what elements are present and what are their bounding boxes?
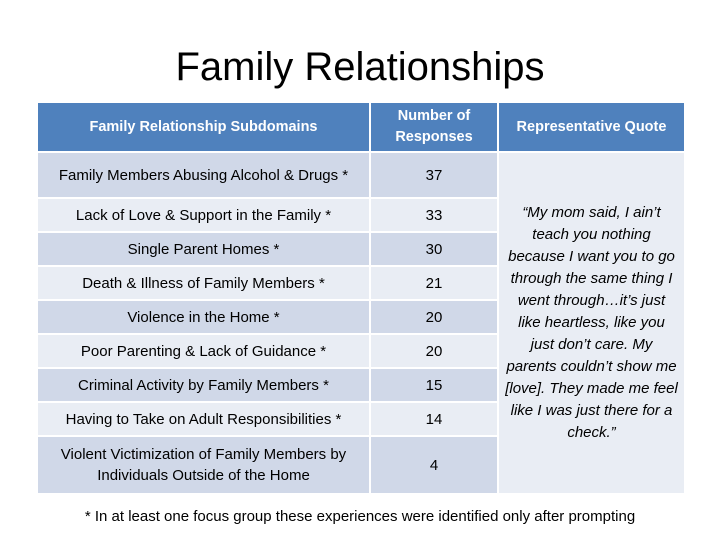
row-subdomain: Family Members Abusing Alcohol & Drugs * xyxy=(38,152,370,198)
header-subdomain: Family Relationship Subdomains xyxy=(38,103,370,152)
row-subdomain: Violent Victimization of Family Members by Individuals Outside of the Home xyxy=(38,436,370,494)
row-count: 21 xyxy=(370,266,498,300)
row-subdomain: Lack of Love & Support in the Family * xyxy=(38,198,370,232)
row-subdomain: Poor Parenting & Lack of Guidance * xyxy=(38,334,370,368)
row-subdomain: Criminal Activity by Family Members * xyxy=(38,368,370,402)
row-count: 4 xyxy=(370,436,498,494)
table-row xyxy=(38,152,684,198)
header-row xyxy=(38,103,684,152)
row-subdomain: Violence in the Home * xyxy=(38,300,370,334)
header-count: Number of Responses xyxy=(370,103,498,152)
row-subdomain: Having to Take on Adult Responsibilities * xyxy=(38,402,370,436)
representative-quote: “My mom said, I ain’t teach you nothing because I want you to go through the same thing I went through…it’s just like heartless, like you just don’t care. My parents couldn’t show me [love]. They made me feel like I was just there for a check.” xyxy=(498,152,684,494)
row-count: 37 xyxy=(370,152,498,198)
row-count: 20 xyxy=(370,334,498,368)
row-count: 30 xyxy=(370,232,498,266)
row-subdomain: Single Parent Homes * xyxy=(38,232,370,266)
row-subdomain: Death & Illness of Family Members * xyxy=(38,266,370,300)
row-count: 33 xyxy=(370,198,498,232)
row-count: 20 xyxy=(370,300,498,334)
header-quote: Representative Quote xyxy=(498,103,684,152)
footnote: * In at least one focus group these experiences were identified only after prompting xyxy=(84,508,636,525)
row-count: 15 xyxy=(370,368,498,402)
row-count: 14 xyxy=(370,402,498,436)
family-relationships-table xyxy=(38,103,684,495)
page-title: Family Relationships xyxy=(175,45,545,89)
